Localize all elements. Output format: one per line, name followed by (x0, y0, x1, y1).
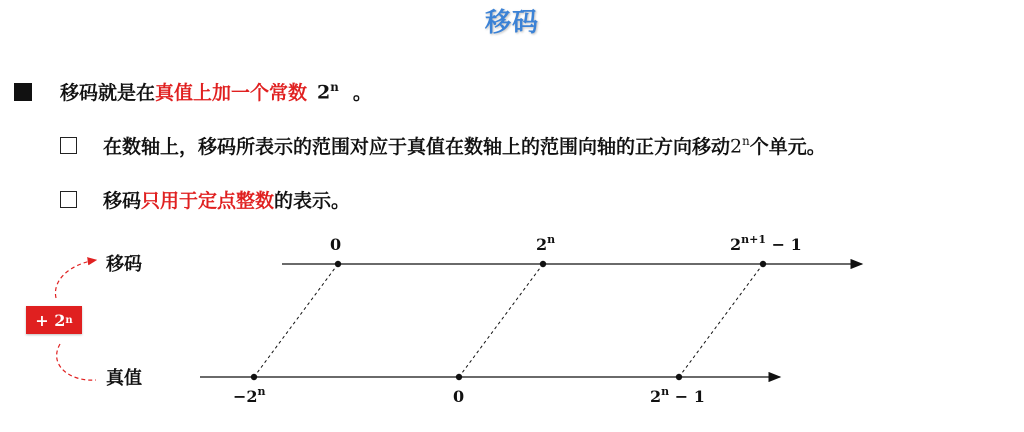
top-point (335, 261, 341, 267)
bottom-tick-label-1: 0 (453, 387, 465, 406)
bullet-main-math: 2$^n$ (317, 79, 339, 104)
connector-line (254, 264, 338, 377)
shift-arrow-icon (55, 260, 96, 298)
top-point (760, 261, 766, 267)
bullet-main-text-1: 移码就是在 (60, 82, 156, 104)
bullet-sub-2-highlight: 只用于定点整数 (141, 190, 275, 212)
bottom-tick-label-2: $2^n - 1$ (650, 385, 705, 406)
bottom-axis-label: 真值 (106, 368, 142, 389)
bottom-point (251, 374, 257, 380)
bullet-sub-1-math: 2$^n$ (730, 133, 750, 158)
connector-line (459, 264, 543, 377)
top-tick-label-2: $2^{n+1} - 1$ (730, 233, 802, 254)
bullet-sub-1-text: 在数轴上，移码所表示的范围对应于真值在数轴上的范围向轴的正方向移动 (103, 136, 731, 158)
shift-badge: + 2 n (26, 306, 82, 334)
top-tick-label-1: 2$^n$ (536, 233, 556, 254)
bottom-point (456, 374, 462, 380)
page-title: 移码 (484, 8, 539, 38)
top-tick-label-0: 0 (330, 235, 342, 254)
bullet-main-highlight: 真值上加一个常数 (155, 82, 308, 104)
top-axis-label: 移码 (106, 254, 142, 275)
bullet-sub-2-text: 移码 (103, 190, 142, 212)
bottom-tick-label-0: $-2^n$ (233, 385, 266, 406)
connector-line (679, 264, 763, 377)
top-point (540, 261, 546, 267)
bullet-sub-1-text-end: 个单元。 (749, 136, 826, 158)
shift-curve-lower (57, 344, 96, 380)
bottom-point (676, 374, 682, 380)
bullet-main-text-end: 。 (352, 82, 372, 104)
bullet-sub-2-text-end: 的表示。 (274, 190, 351, 212)
